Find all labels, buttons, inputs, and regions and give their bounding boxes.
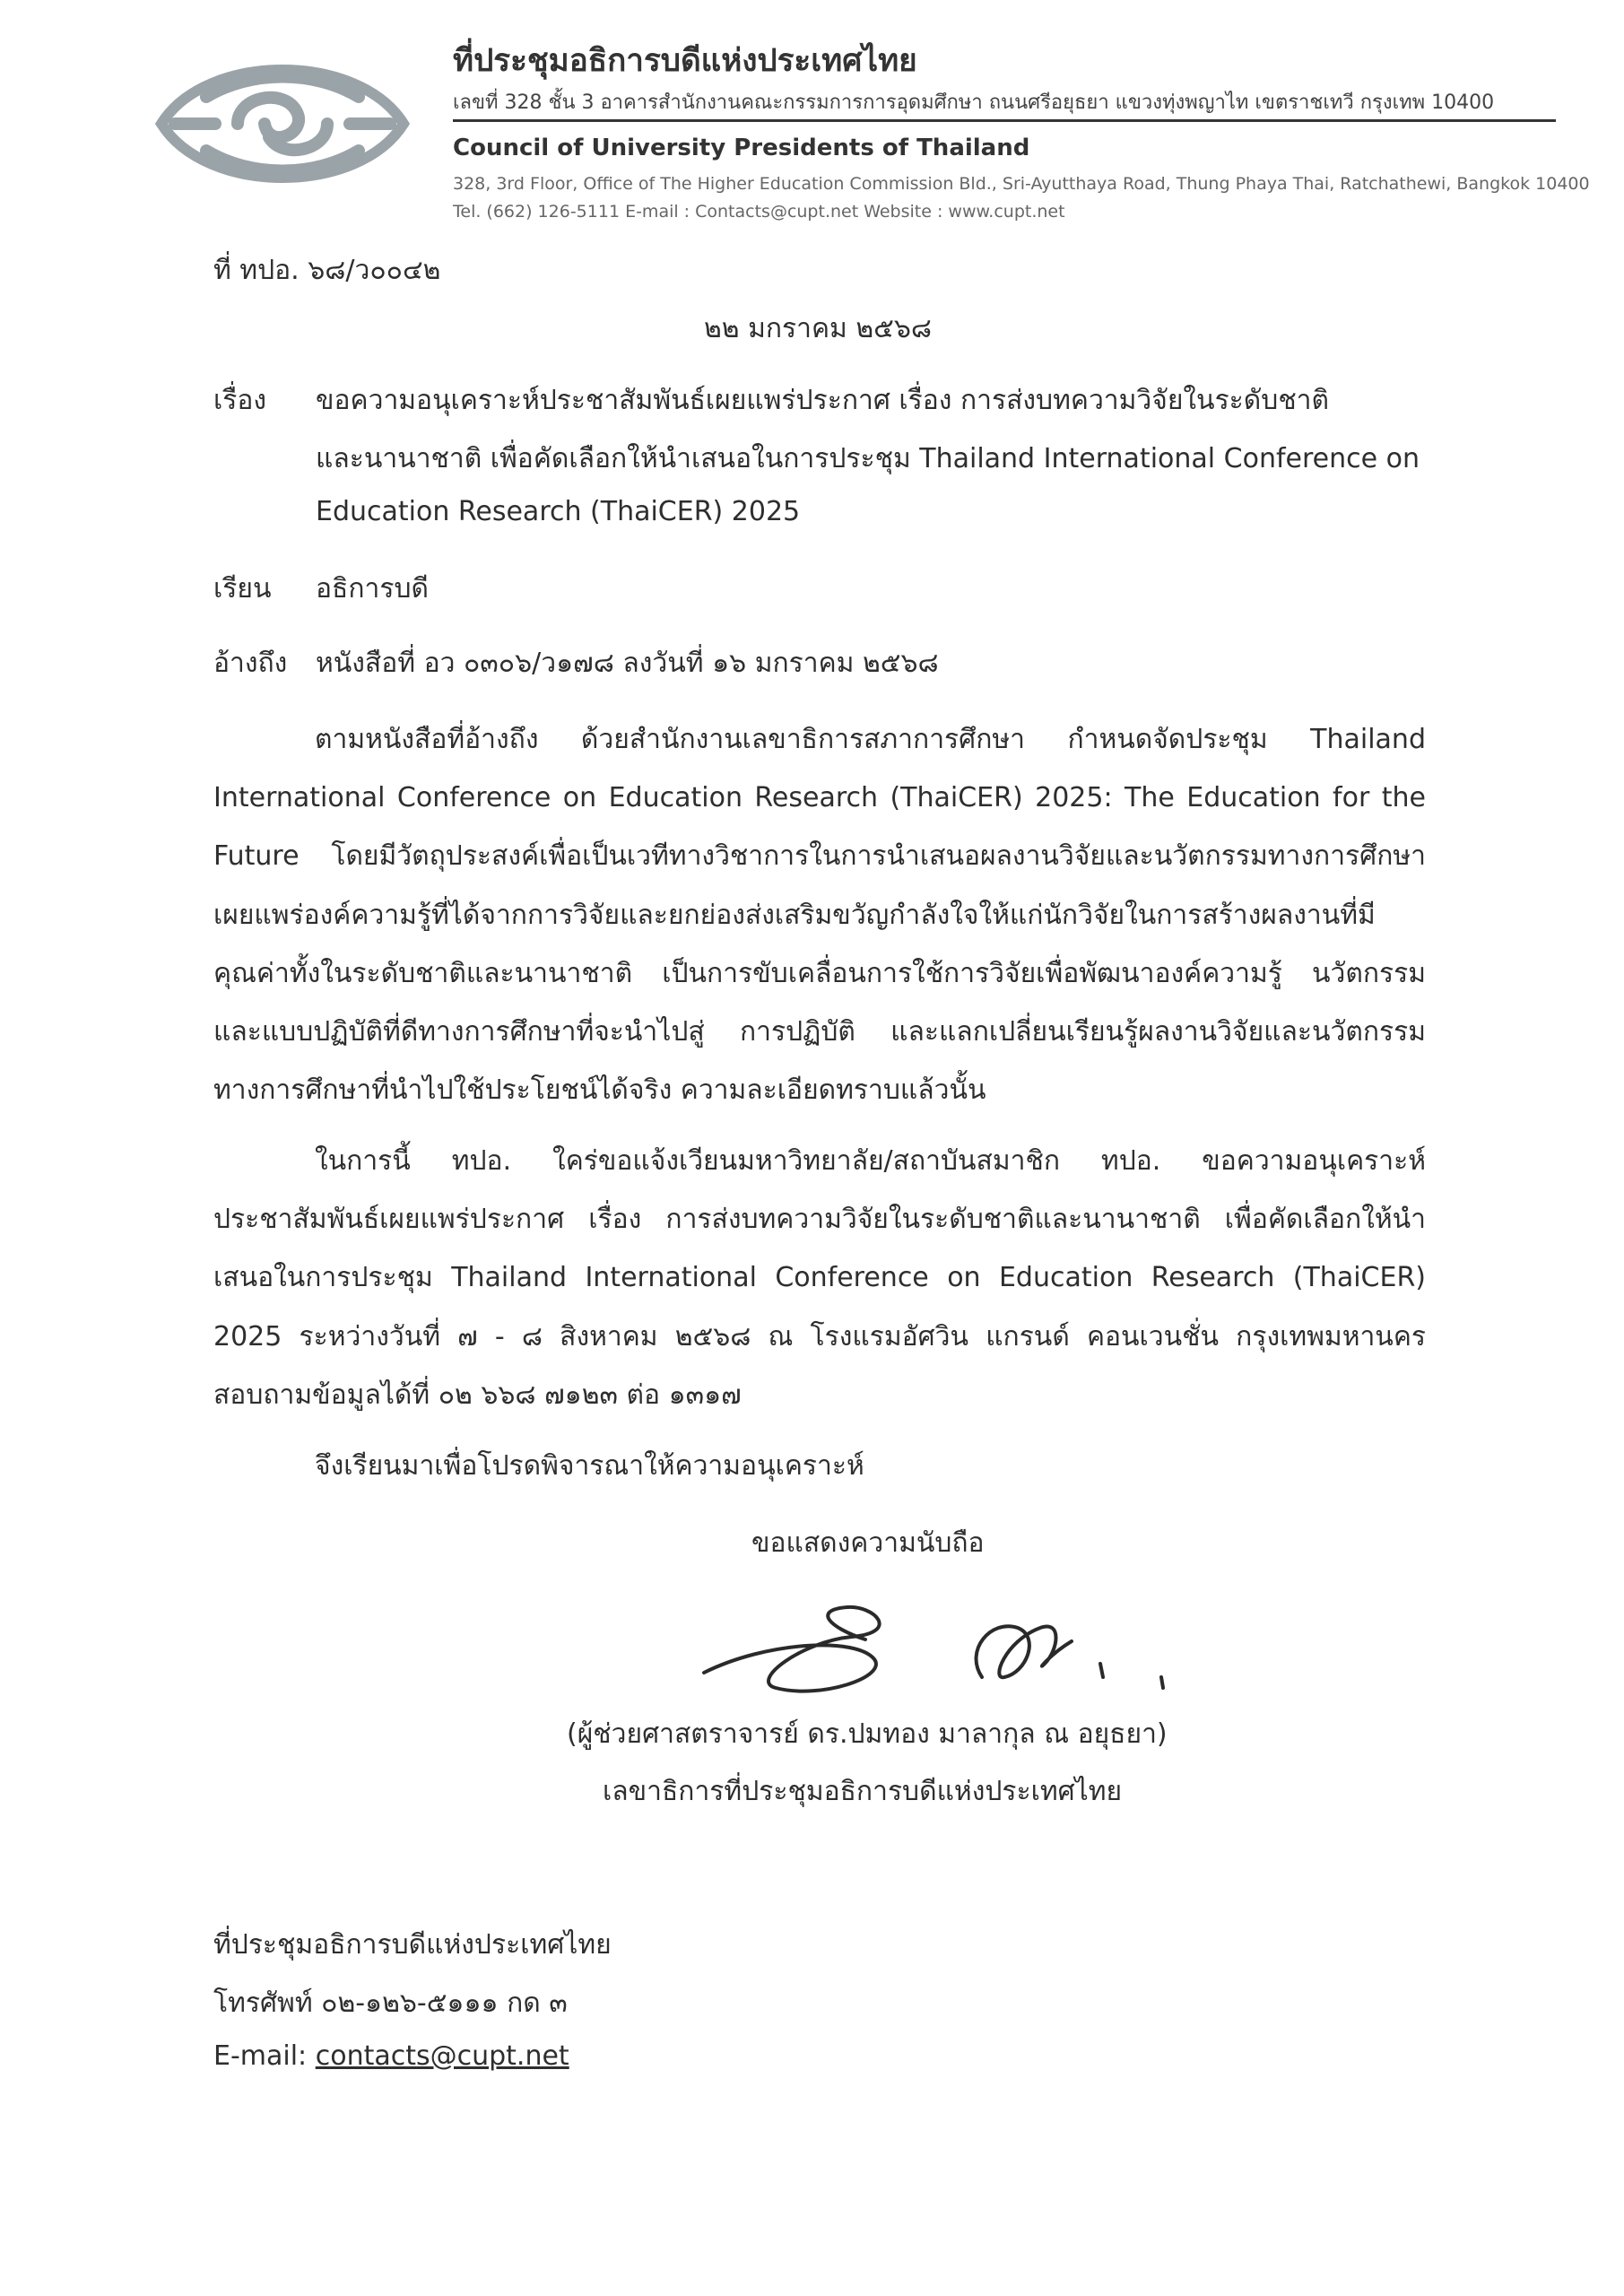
handwritten-signature-icon [695,1587,1179,1709]
cupt-logo-icon [152,34,413,213]
footer-phone: โทรศัพท์ ๐๒-๑๒๖-๕๑๑๑ กด ๓ [213,1987,568,2019]
reference-label: อ้างถึง [213,648,288,679]
to-value: อธิการบดี [316,573,429,604]
footer-email-row [213,2040,569,2072]
address-thai: เลขที่ 328 ชั้น 3 อาคารสำนักงานคณะกรรมการการอุดมศึกษา ถนนศรีอยุธยา แขวงทุ่งพญาไท เขตราชเทวี กรุงเทพ 10400 [453,91,1495,114]
to-label: เรียน [213,573,272,604]
signer-title: เลขาธิการที่ประชุมอธิการบดีแห่งประเทศไทย [603,1776,1123,1807]
letterhead-divider [453,119,1556,122]
subject-line-3: Education Research (ThaiCER) 2025 [316,496,801,527]
reference-value: หนังสือที่ อว ๐๓๐๖/ว๑๗๘ ลงวันที่ ๑๖ มกราคม ๒๕๖๘ [316,648,939,679]
subject-line-1: ขอความอนุเคราะห์ประชาสัมพันธ์เผยแพร่ประกาศ เรื่อง การส่งบทความวิจัยในระดับชาติ [316,385,1330,416]
subject-label: เรื่อง [213,385,267,416]
reference-number: ที่ ทปอ. ๖๘/ว๐๐๔๒ [213,255,441,286]
signer-name: (ผู้ช่วยศาสตราจารย์ ดร.ปมทอง มาลากุล ณ อยุธยา) [567,1718,1168,1750]
footer-email-label: E-mail: [213,2040,308,2072]
footer-org: ที่ประชุมอธิการบดีแห่งประเทศไทย [213,1929,612,1961]
footer-email-link[interactable]: contacts@cupt.net [315,2040,569,2072]
address-english: 328, 3rd Floor, Office of The Higher Education Commission Bld., Sri-Ayutthaya Road, Thung Phaya Thai, Ratchathewi, Bangkok 10400 [453,174,1590,194]
subject-line-2: และนานาชาติ เพื่อคัดเลือกให้นำเสนอในการประชุม Thailand International Conference on [316,443,1420,474]
org-name-thai: ที่ประชุมอธิการบดีแห่งประเทศไทย [453,43,917,79]
org-name-english: Council of University Presidents of Thailand [453,135,1030,161]
body-paragraph-3: จึงเรียนมาเพื่อโปรดพิจารณาให้ความอนุเคราะห์ [315,1450,864,1482]
body-paragraph-2: ในการนี้ ทปอ. ใคร่ขอแจ้งเวียนมหาวิทยาลัย/สถาบันสมาชิก ทปอ. ขอความอนุเคราะห์ประชาสัมพันธ์เผยแพร่ประกาศ เรื่อง การส่งบทความวิจัยในระดับชาติและนานาชาติ เพื่อคัดเลือกให้นำเสนอในการประชุม Thailand International Conference on Education Research (ThaiCER) 2025 ระหว่างวันที่ ๗ - ๘ สิงหาคม ๒๕๖๘ ณ โรงแรมอัศวิน แกรนด์ คอนเวนชั่น กรุงเทพมหานคร สอบถามข้อมูลได้ที่ ๐๒ ๖๖๘ ๗๑๒๓ ต่อ ๑๓๑๗ [213,1145,1426,1411]
body-paragraph-1: ตามหนังสือที่อ้างถึง ด้วยสำนักงานเลขาธิการสภาการศึกษา กำหนดจัดประชุม Thailand International Conference on Education Research (ThaiCER) 2025: The Education for the Future โดยมีวัตถุประสงค์เพื่อเป็นเวทีทางวิชาการในการนำเสนอผลงานวิจัยและนวัตกรรมทางการศึกษา เผยแพร่องค์ความรู้ที่ได้จากการวิจัยและยกย่องส่งเสริมขวัญกำลังใจให้แก่นักวิจัยในการสร้างผลงานที่มีคุณค่าทั้งในระดับชาติและนานาชาติ เป็นการขับเคลื่อนการใช้การวิจัยเพื่อพัฒนาองค์ความรู้ นวัตกรรม และแบบปฏิบัติที่ดีทางการศึกษาที่จะนำไปสู่ การปฏิบัติ และแลกเปลี่ยนเรียนรู้ผลงานวิจัยและนวัตกรรมทางการศึกษาที่นำไปใช้ประโยชน์ได้จริง ความละเอียดทราบแล้วนั้น [213,724,1426,1107]
letter-date: ๒๒ มกราคม ๒๕๖๘ [704,313,933,344]
contact-english: Tel. (662) 126-5111 E-mail : Contacts@cupt.net Website : www.cupt.net [453,202,1065,222]
closing-salutation: ขอแสดงความนับถือ [751,1527,985,1559]
